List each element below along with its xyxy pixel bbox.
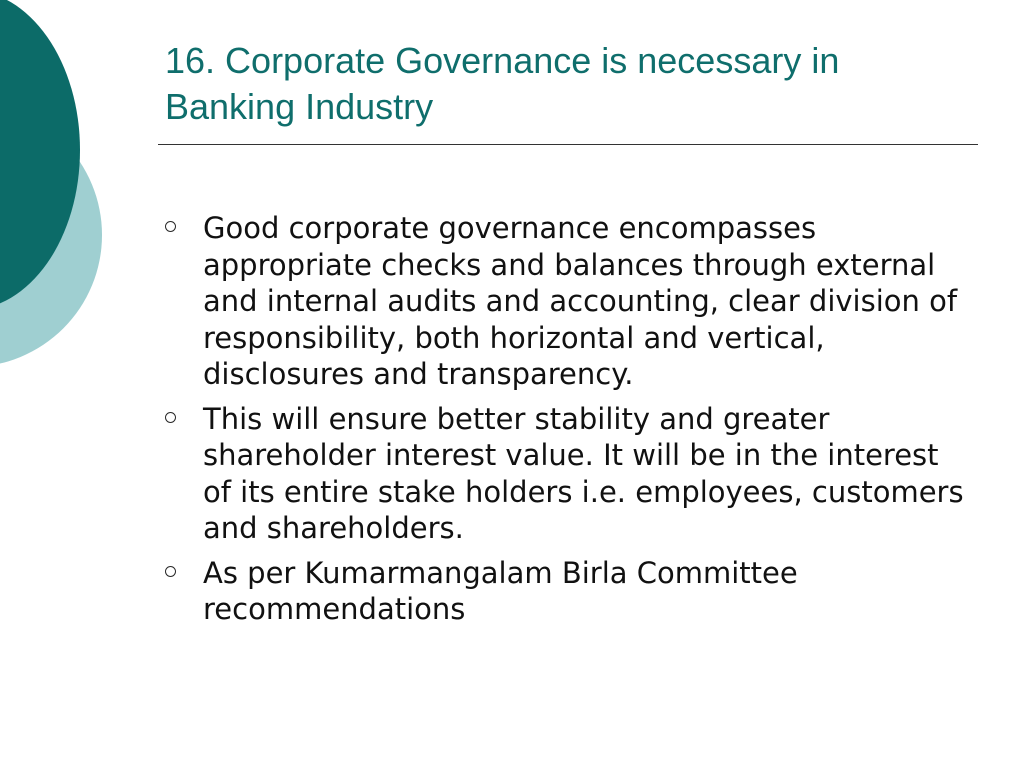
bullet-item <box>165 210 965 393</box>
hollow-circle-bullet-icon <box>165 412 176 423</box>
bullet-text: Good corporate governance encompasses appropriate checks and balances through external and internal audits and accounting, clear division of responsibility, both horizontal and vertical, disclosures and transparency. <box>203 211 958 391</box>
bullet-text: This will ensure better stability and greater shareholder interest value. It will be in the interest of its entire stake holders i.e. employees, customers and shareholders. <box>203 401 964 545</box>
bullet-list <box>165 210 965 636</box>
slide-title: 16. Corporate Governance is necessary in Banking Industry <box>165 40 840 127</box>
bullet-item <box>165 401 965 547</box>
decorative-circles <box>0 0 110 380</box>
hollow-circle-bullet-icon <box>165 566 176 577</box>
hollow-circle-bullet-icon <box>165 221 176 232</box>
bullet-item <box>165 555 965 628</box>
bullet-text: As per Kumarmangalam Birla Committee recommendations <box>203 555 798 626</box>
title-divider <box>158 144 978 145</box>
